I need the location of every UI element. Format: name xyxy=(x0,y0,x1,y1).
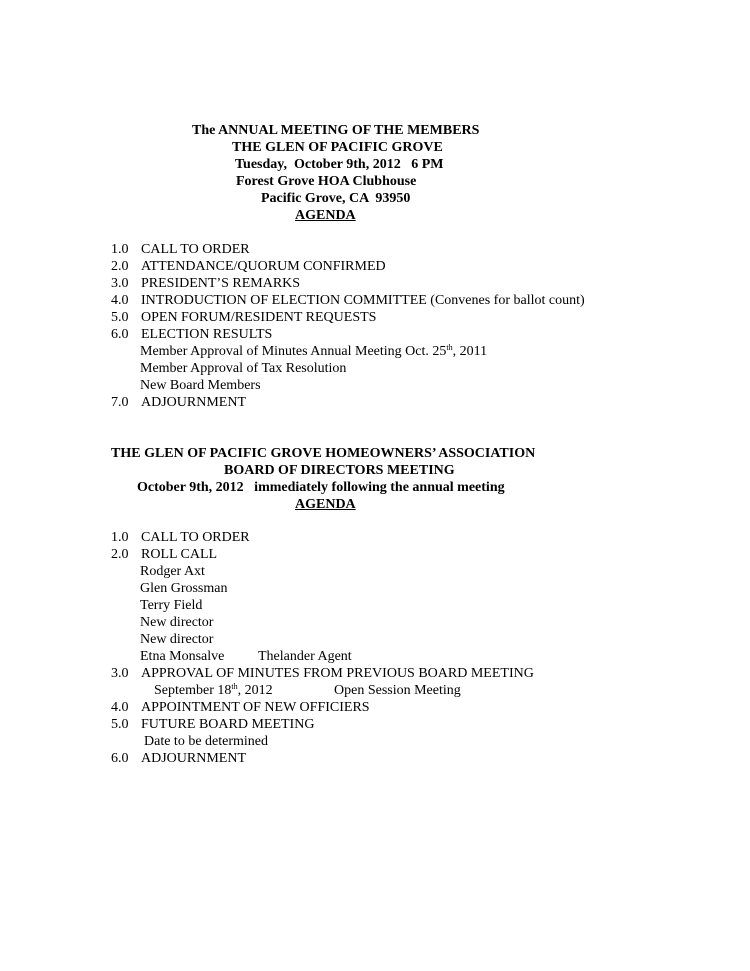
item-number: 3.0 xyxy=(111,276,129,291)
meeting1-item xyxy=(111,275,300,292)
meeting1-item xyxy=(111,241,250,258)
new-board-members: New Board Members xyxy=(140,378,261,393)
previous-meeting-session: Open Session Meeting xyxy=(334,683,461,698)
meeting2-item xyxy=(111,546,217,563)
roll-call-name: New director xyxy=(140,632,214,647)
ordinal-suffix: th xyxy=(231,682,238,691)
item-text: ADJOURNMENT xyxy=(141,751,246,766)
meeting2-item xyxy=(111,699,370,716)
roll-call-name: Glen Grossman xyxy=(140,581,228,596)
tax-resolution: Member Approval of Tax Resolution xyxy=(140,361,347,376)
item-text: PRESIDENT’S REMARKS xyxy=(141,276,301,291)
item-text: CALL TO ORDER xyxy=(141,242,250,257)
agent-role: Thelander Agent xyxy=(258,649,352,664)
date-text: September 18 xyxy=(154,683,232,698)
meeting2-title: THE GLEN OF PACIFIC GROVE HOMEOWNERS’ ASSOCIATION xyxy=(111,446,536,461)
item-text: ADJOURNMENT xyxy=(141,395,246,410)
meeting1-org: THE GLEN OF PACIFIC GROVE xyxy=(232,140,443,155)
roll-call-name: Terry Field xyxy=(140,598,203,613)
item-text: OPEN FORUM/RESIDENT REQUESTS xyxy=(141,310,377,325)
item-number: 5.0 xyxy=(111,310,129,325)
item-text: APPOINTMENT OF NEW OFFICIERS xyxy=(141,700,370,715)
item-number: 3.0 xyxy=(111,666,129,681)
item-number: 6.0 xyxy=(111,751,129,766)
minutes-year: , 2011 xyxy=(452,344,488,359)
item-number: 7.0 xyxy=(111,395,129,410)
meeting1-item xyxy=(111,394,246,411)
item-number: 5.0 xyxy=(111,717,129,732)
item-text: APPROVAL OF MINUTES FROM PREVIOUS BOARD MEETING xyxy=(141,666,534,681)
date-year: , 2012 xyxy=(237,683,273,698)
meeting1-title: The ANNUAL MEETING OF THE MEMBERS xyxy=(192,123,480,138)
meeting1-agenda-title: AGENDA xyxy=(295,208,356,223)
item-number: 4.0 xyxy=(111,293,129,308)
meeting2-subtitle: BOARD OF DIRECTORS MEETING xyxy=(224,463,455,478)
meeting2-item xyxy=(111,716,314,733)
item-text: ATTENDANCE/QUORUM CONFIRMED xyxy=(141,259,386,274)
ordinal-suffix: th xyxy=(446,343,453,352)
item-number: 1.0 xyxy=(111,530,129,545)
meeting1-item xyxy=(111,309,376,326)
minutes-text: Member Approval of Minutes Annual Meeting Oct. 25 xyxy=(140,344,447,359)
meeting1-address: Pacific Grove, CA 93950 xyxy=(261,191,411,206)
item-number: 4.0 xyxy=(111,700,129,715)
item-text: ELECTION RESULTS xyxy=(141,327,273,342)
item-number: 2.0 xyxy=(111,547,129,562)
item-number: 1.0 xyxy=(111,242,129,257)
item-text: CALL TO ORDER xyxy=(141,530,250,545)
meeting2-date: October 9th, 2012 immediately following the annual meeting xyxy=(137,480,505,495)
meeting2-item xyxy=(111,750,246,767)
meeting1-date: Tuesday, October 9th, 2012 6 PM xyxy=(235,157,444,172)
meeting1-location: Forest Grove HOA Clubhouse xyxy=(236,174,417,189)
item-text: FUTURE BOARD MEETING xyxy=(141,717,315,732)
meeting1-item xyxy=(111,258,386,275)
meeting1-item xyxy=(111,292,585,309)
meeting2-agenda-title: AGENDA xyxy=(295,497,356,512)
item-text: INTRODUCTION OF ELECTION COMMITTEE (Convenes for ballot count) xyxy=(141,293,585,308)
item-text: ROLL CALL xyxy=(141,547,218,562)
meeting1-item xyxy=(111,326,272,343)
future-meeting-date: Date to be determined xyxy=(144,734,269,749)
roll-call-name: Rodger Axt xyxy=(140,564,205,579)
minutes-approval xyxy=(140,343,487,360)
meeting2-item xyxy=(111,529,250,546)
roll-call-name: New director xyxy=(140,615,214,630)
meeting2-item xyxy=(111,665,534,682)
item-number: 6.0 xyxy=(111,327,129,342)
roll-call-agent xyxy=(140,648,224,665)
agent-name: Etna Monsalve xyxy=(140,649,225,664)
previous-meeting-date xyxy=(154,682,273,699)
item-number: 2.0 xyxy=(111,259,129,274)
